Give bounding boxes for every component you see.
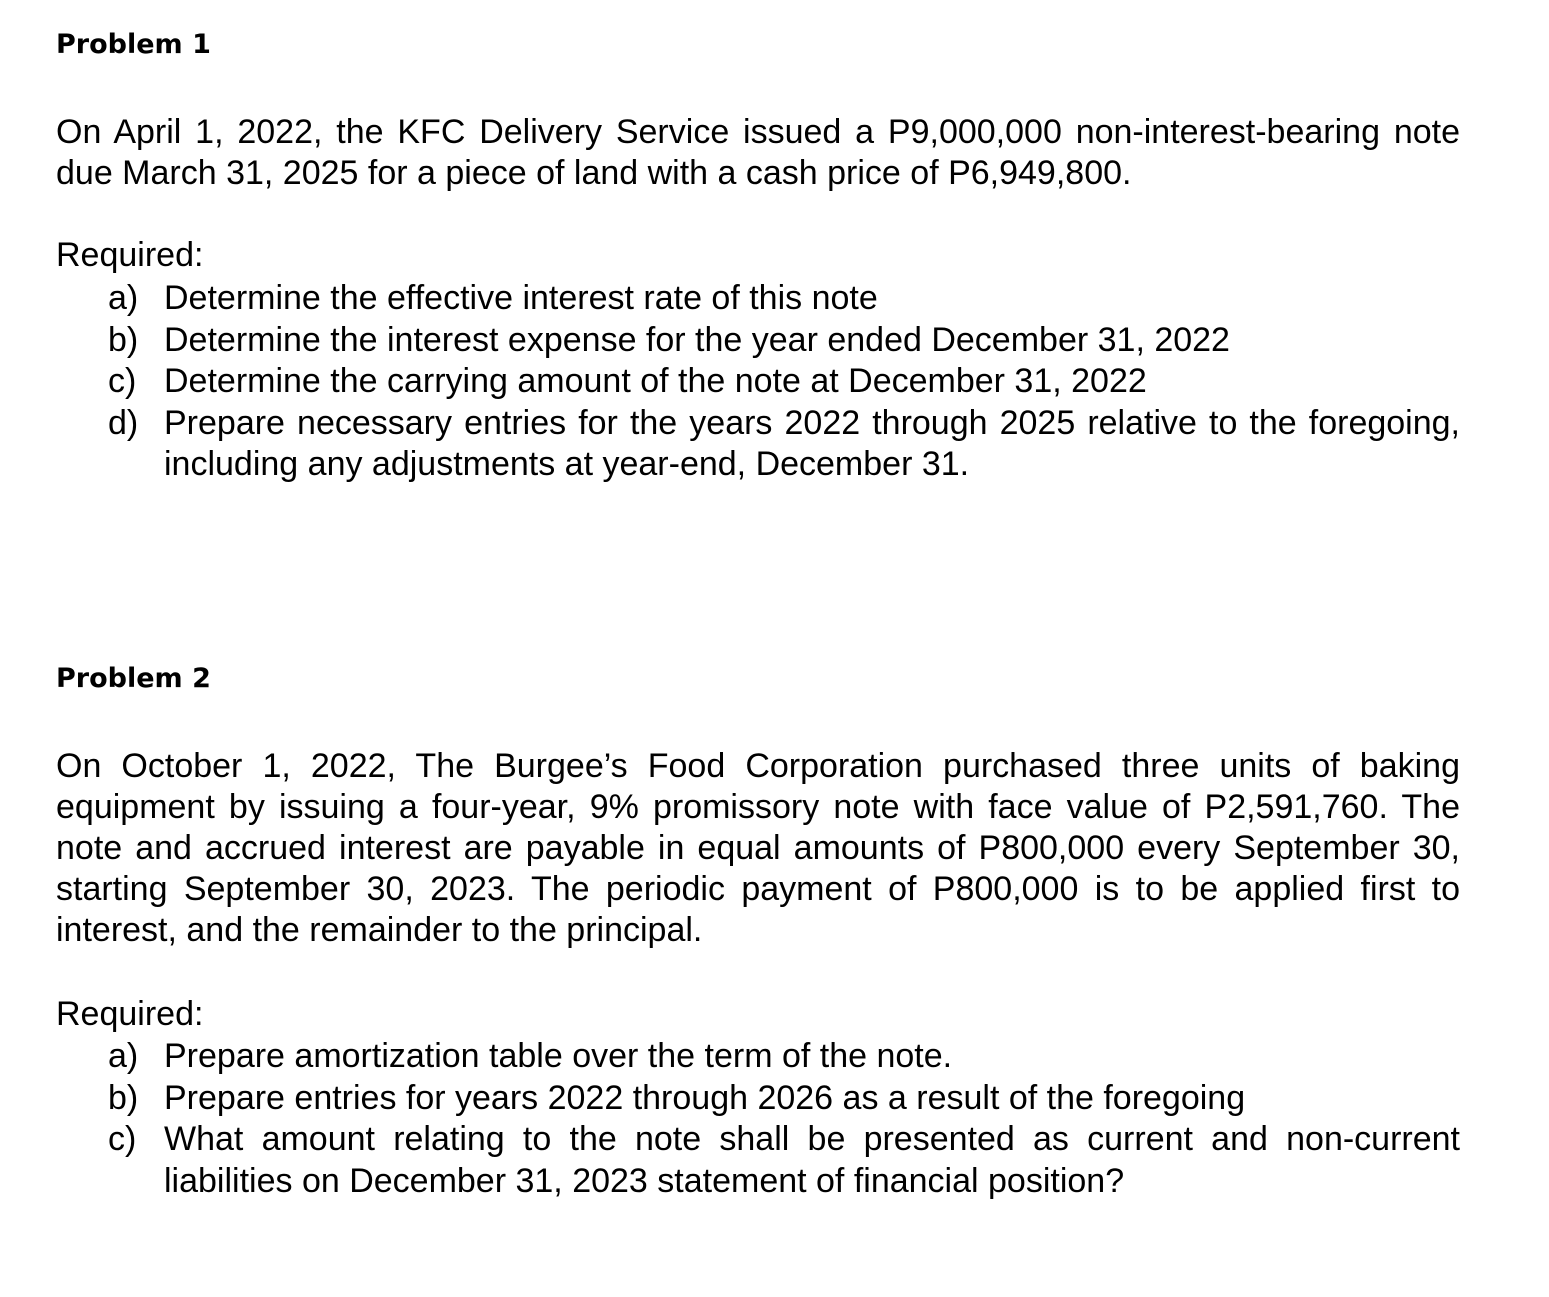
problem-1-heading: Problem 1 [56,29,211,60]
problem-2-heading: Problem 2 [56,663,211,694]
problem-2-required-label: Required: [56,995,204,1033]
list-marker: c) [108,1120,137,1158]
requirement-text: Prepare amortization table over the term of the note. [164,1037,953,1075]
list-marker: c) [108,362,137,400]
list-item [108,403,1460,486]
requirement-text: Prepare entries for years 2022 through 2026 as a result of the foregoing [164,1078,1246,1117]
list-marker: a) [108,1037,139,1075]
list-marker: d) [108,403,139,442]
list-item [108,320,1460,362]
list-item [108,278,1460,320]
problem-1-required-label: Required: [56,236,204,274]
problem-2-requirements-list [108,1036,1460,1202]
problem-1-statement: On April 1, 2022, the KFC Delivery Service issued a P9,000,000 non-interest-bearing note due March 31, 2025 for a piece of land with a cash price of P6,949,800. [56,113,1460,192]
requirement-text: Determine the effective interest rate of this note [164,279,878,317]
list-marker: b) [108,320,139,359]
list-item [108,1078,1460,1120]
list-marker: b) [108,1078,139,1117]
problem-2-statement: On October 1, 2022, The Burgee’s Food Corporation purchased three units of baking equipment by issuing a four-year, 9% promissory note with face value of P2,591,760. The note and accrued interest are payable in equal amounts of P800,000 every September 30, starting September 30, 2023. The periodic payment of P800,000 is to be applied first to interest, and the remainder to the principal. [56,747,1460,949]
requirement-text: Prepare necessary entries for the years 2022 through 2025 relative to the foregoing, including any adjustments at year-end, December 31. [164,403,1460,483]
list-marker: a) [108,279,139,317]
problem-1-requirements-list [108,278,1460,486]
list-item [108,1119,1460,1202]
requirement-text: What amount relating to the note shall be presented as current and non-current liabilities on December 31, 2023 statement of financial position? [164,1120,1460,1200]
requirement-text: Determine the interest expense for the year ended December 31, 2022 [164,320,1230,359]
list-item [108,361,1460,403]
requirement-text: Determine the carrying amount of the note at December 31, 2022 [164,362,1147,400]
list-item [108,1036,1460,1078]
